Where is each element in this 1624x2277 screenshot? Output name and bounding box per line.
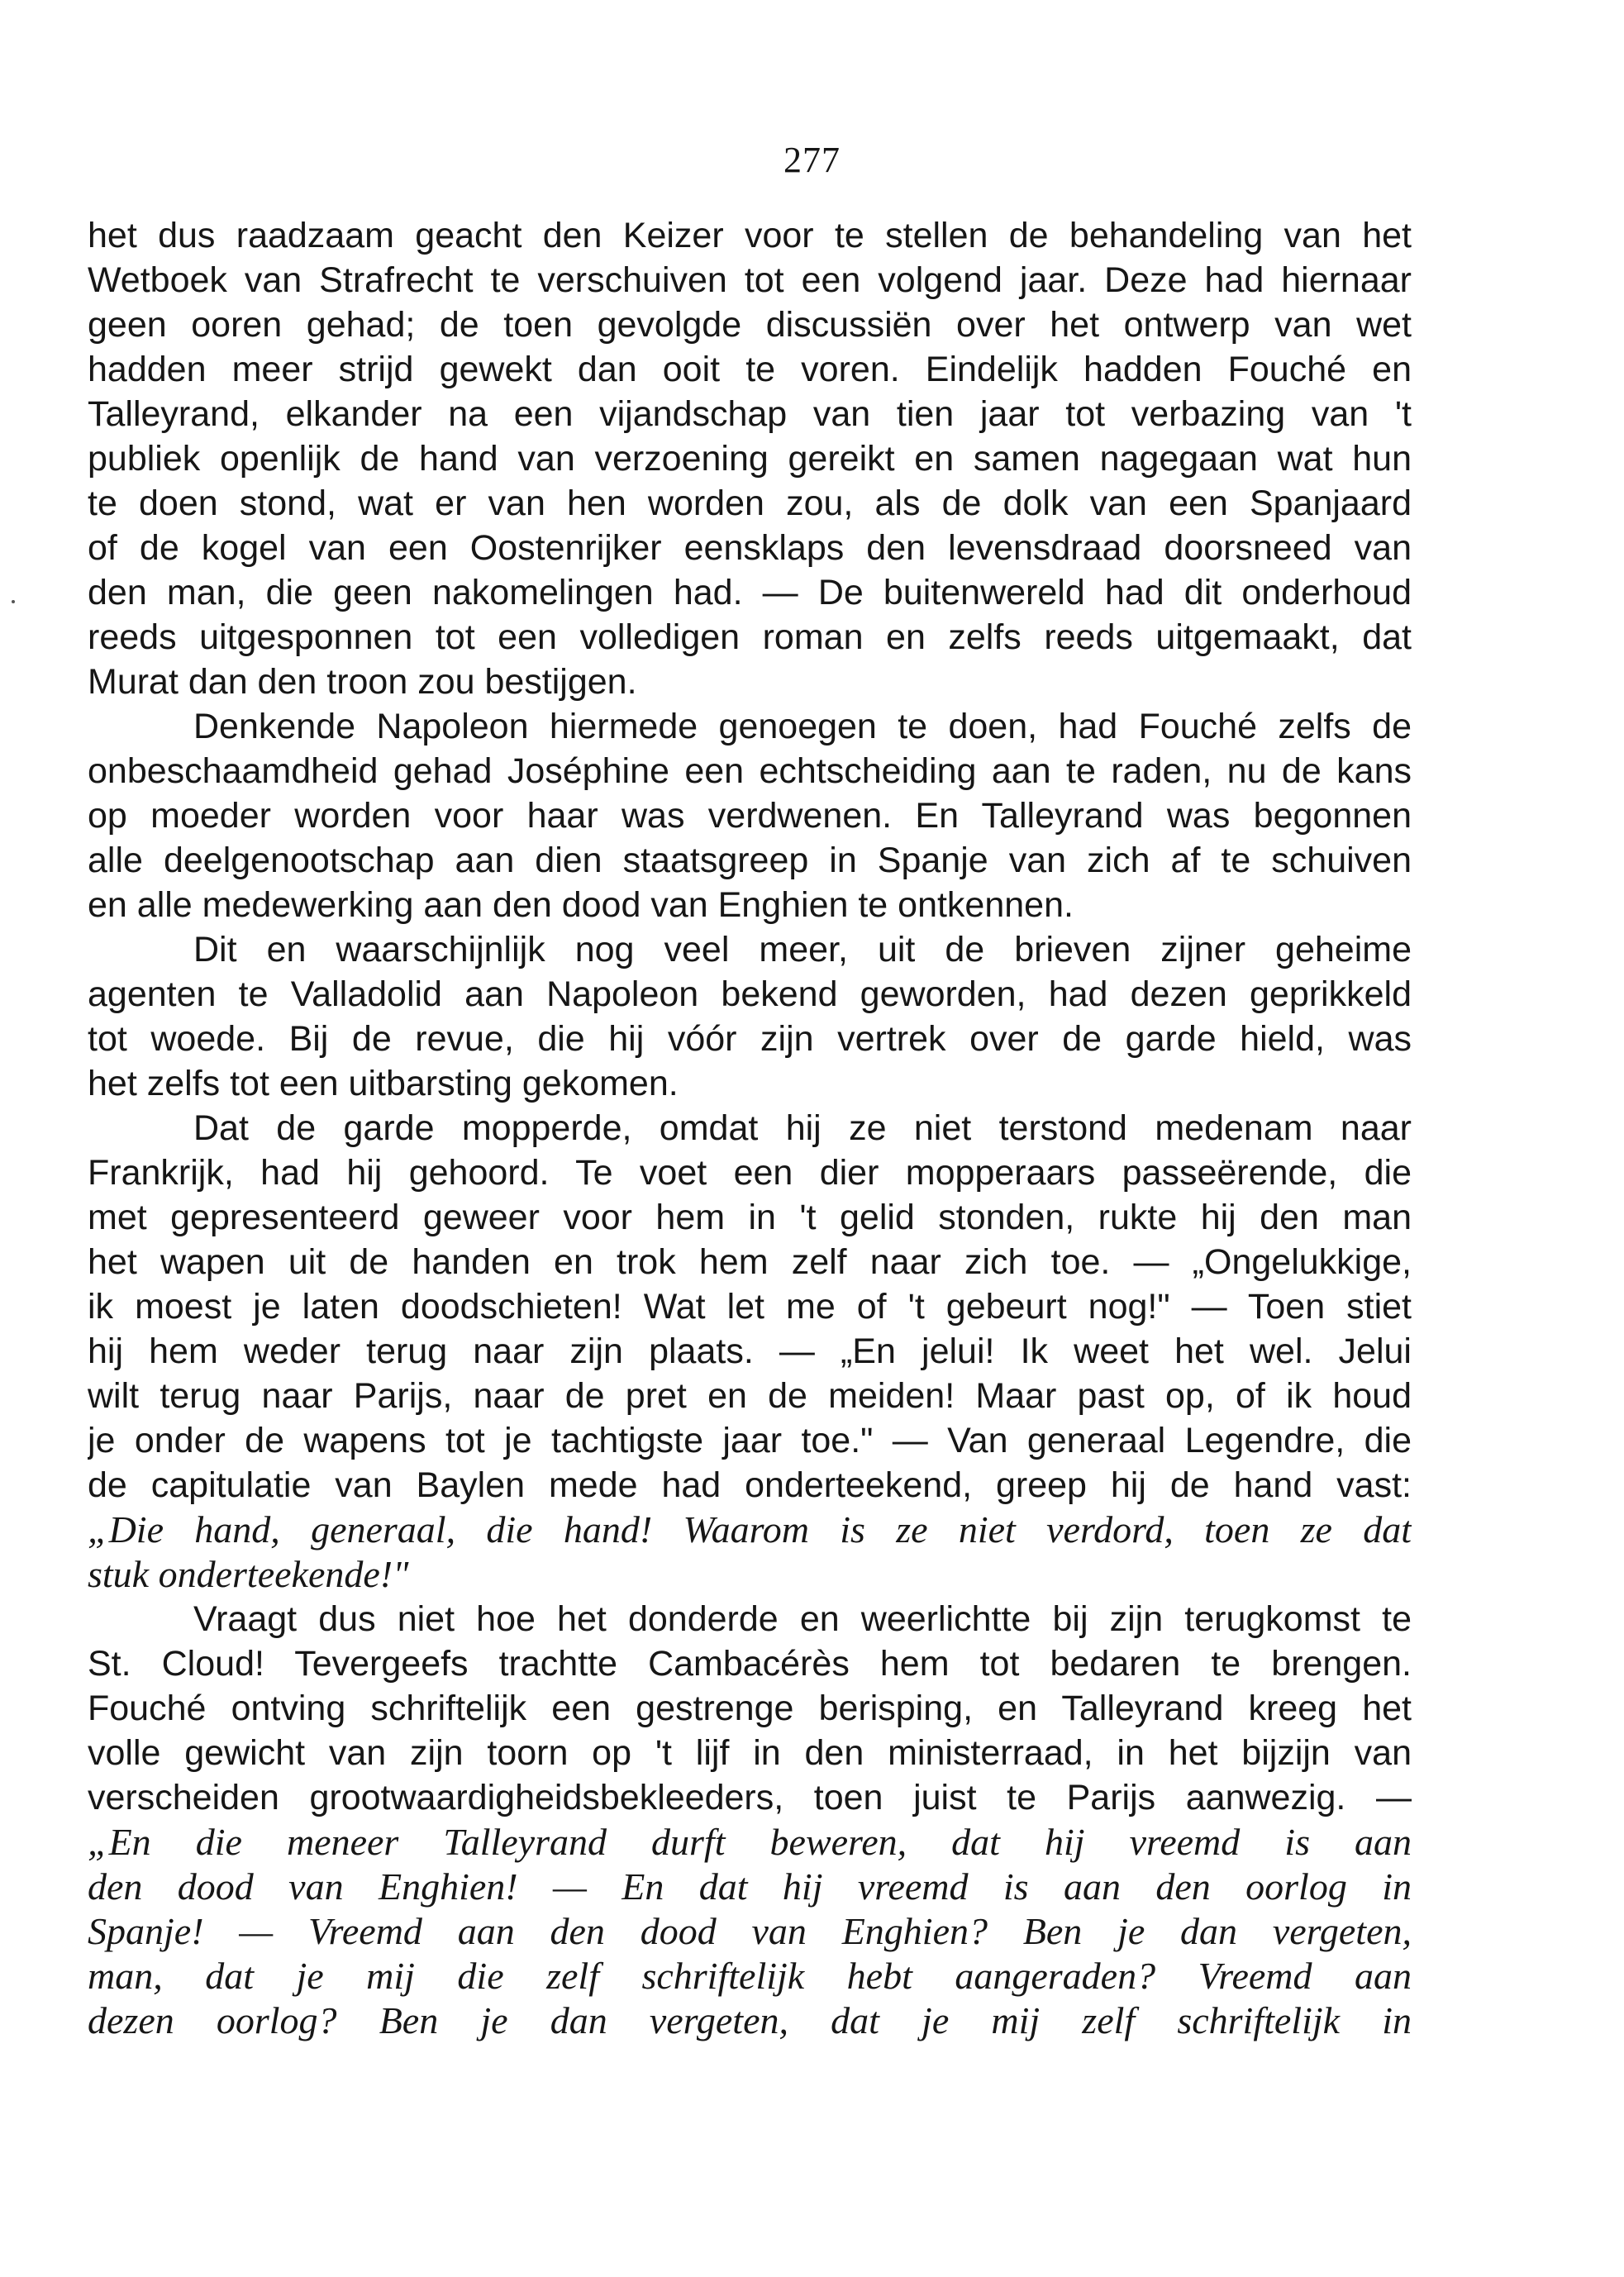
quote-line: Spanje! — Vreemd aan den dood van Enghien? Ben je dan vergeten, xyxy=(88,1910,1412,1952)
text-line: reeds uitgesponnen tot een volledigen roman en zelfs reeds uitgemaakt, dat xyxy=(88,617,1412,657)
text-line: agenten te Valladolid aan Napoleon bekend geworden, had dezen geprikkeld xyxy=(88,974,1412,1014)
quote-line: man, dat je mij die zelf schriftelijk hebt aangeraden? Vreemd aan xyxy=(88,1955,1412,1997)
text-line: op moeder worden voor haar was verdwenen. En Talleyrand was begonnen xyxy=(88,796,1412,836)
text-line: Wetboek van Strafrecht te verschuiven tot een volgend jaar. Deze had hiernaar xyxy=(88,260,1412,300)
text-line: je onder de wapens tot je tachtigste jaar toe." — Van generaal Legendre, die xyxy=(88,1421,1412,1460)
text-line: Murat dan den troon zou bestijgen. xyxy=(88,662,637,702)
text-line: met gepresenteerd geweer voor hem in 't gelid stonden, rukte hij den man xyxy=(88,1198,1412,1237)
body-text xyxy=(88,213,1412,2043)
text-line: St. Cloud! Tevergeefs trachtte Cambacérès hem tot bedaren te brengen. xyxy=(88,1644,1412,1684)
margin-speck xyxy=(12,600,15,603)
text-line: publiek openlijk de hand van verzoening gereikt en samen nagegaan wat hun xyxy=(88,439,1412,479)
text-line: hadden meer strijd gewekt dan ooit te voren. Eindelijk hadden Fouché en xyxy=(88,350,1412,389)
text-line: den man, die geen nakomelingen had. — De buitenwereld had dit onderhoud xyxy=(88,573,1412,612)
text-line: de capitulatie van Baylen mede had onderteekend, greep hij de hand vast: xyxy=(88,1465,1412,1505)
text-line: het wapen uit de handen en trok hem zelf naar zich toe. — „Ongelukkige, xyxy=(88,1242,1412,1282)
text-line: tot woede. Bij de revue, die hij vóór zijn vertrek over de garde hield, was xyxy=(88,1019,1412,1059)
text-line: Talleyrand, elkander na een vijandschap van tien jaar tot verbazing van 't xyxy=(88,394,1412,434)
text-line: hij hem weder terug naar zijn plaats. — „En jelui! Ik weet het wel. Jelui xyxy=(88,1331,1412,1371)
text-line: Frankrijk, had hij gehoord. Te voet een dier mopperaars passeërende, die xyxy=(88,1153,1412,1193)
text-line: volle gewicht van zijn toorn op 't lijf in den ministerraad, in het bijzijn van xyxy=(88,1733,1412,1773)
text-line: of de kogel van een Oostenrijker eensklaps den levensdraad doorsneed van xyxy=(88,528,1412,568)
quote-line: „En die meneer Talleyrand durft beweren, dat hij vreemd is aan xyxy=(88,1821,1412,1863)
text-line: Dat de garde mopperde, omdat hij ze niet terstond medenam naar xyxy=(193,1108,1412,1148)
text-line: het zelfs tot een uitbarsting gekomen. xyxy=(88,1064,679,1103)
text-line: Fouché ontving schriftelijk een gestrenge berisping, en Talleyrand kreeg het xyxy=(88,1689,1412,1728)
text-line: alle deelgenootschap aan dien staatsgreep in Spanje van zich af te schuiven xyxy=(88,841,1412,880)
quote-line: „Die hand, generaal, die hand! Waarom is ze niet verdord, toen ze dat xyxy=(88,1508,1412,1551)
text-line: Dit en waarschijnlijk nog veel meer, uit de brieven zijner geheime xyxy=(193,930,1412,969)
text-line: Denkende Napoleon hiermede genoegen te doen, had Fouché zelfs de xyxy=(193,707,1412,746)
text-line: ik moest je laten doodschieten! Wat let me of 't gebeurt nog!" — Toen stiet xyxy=(88,1287,1412,1327)
text-line: en alle medewerking aan den dood van Enghien te ontkennen. xyxy=(88,885,1074,925)
page-number: 277 xyxy=(783,140,841,180)
text-line: wilt terug naar Parijs, naar de pret en de meiden! Maar past op, of ik houd xyxy=(88,1376,1412,1416)
quote-line: den dood van Enghien! — En dat hij vreemd is aan den oorlog in xyxy=(88,1865,1412,1908)
text-line: te doen stond, wat er van hen worden zou, als de dolk van een Spanjaard xyxy=(88,484,1412,523)
quote-line: stuk onderteekende!" xyxy=(88,1553,409,1595)
text-line: verscheiden grootwaardigheidsbekleeders, toen juist te Parijs aanwezig. — xyxy=(88,1778,1412,1817)
text-line: onbeschaamdheid gehad Joséphine een echtscheiding aan te raden, nu de kans xyxy=(88,751,1412,791)
text-line: geen ooren gehad; de toen gevolgde discussiën over het ontwerp van wet xyxy=(88,305,1412,345)
text-line: Vraagt dus niet hoe het donderde en weerlichtte bij zijn terugkomst te xyxy=(193,1599,1412,1639)
quote-line: dezen oorlog? Ben je dan vergeten, dat je mij zelf schriftelijk in xyxy=(88,1999,1412,2041)
text-line: het dus raadzaam geacht den Keizer voor te stellen de behandeling van het xyxy=(88,216,1412,255)
